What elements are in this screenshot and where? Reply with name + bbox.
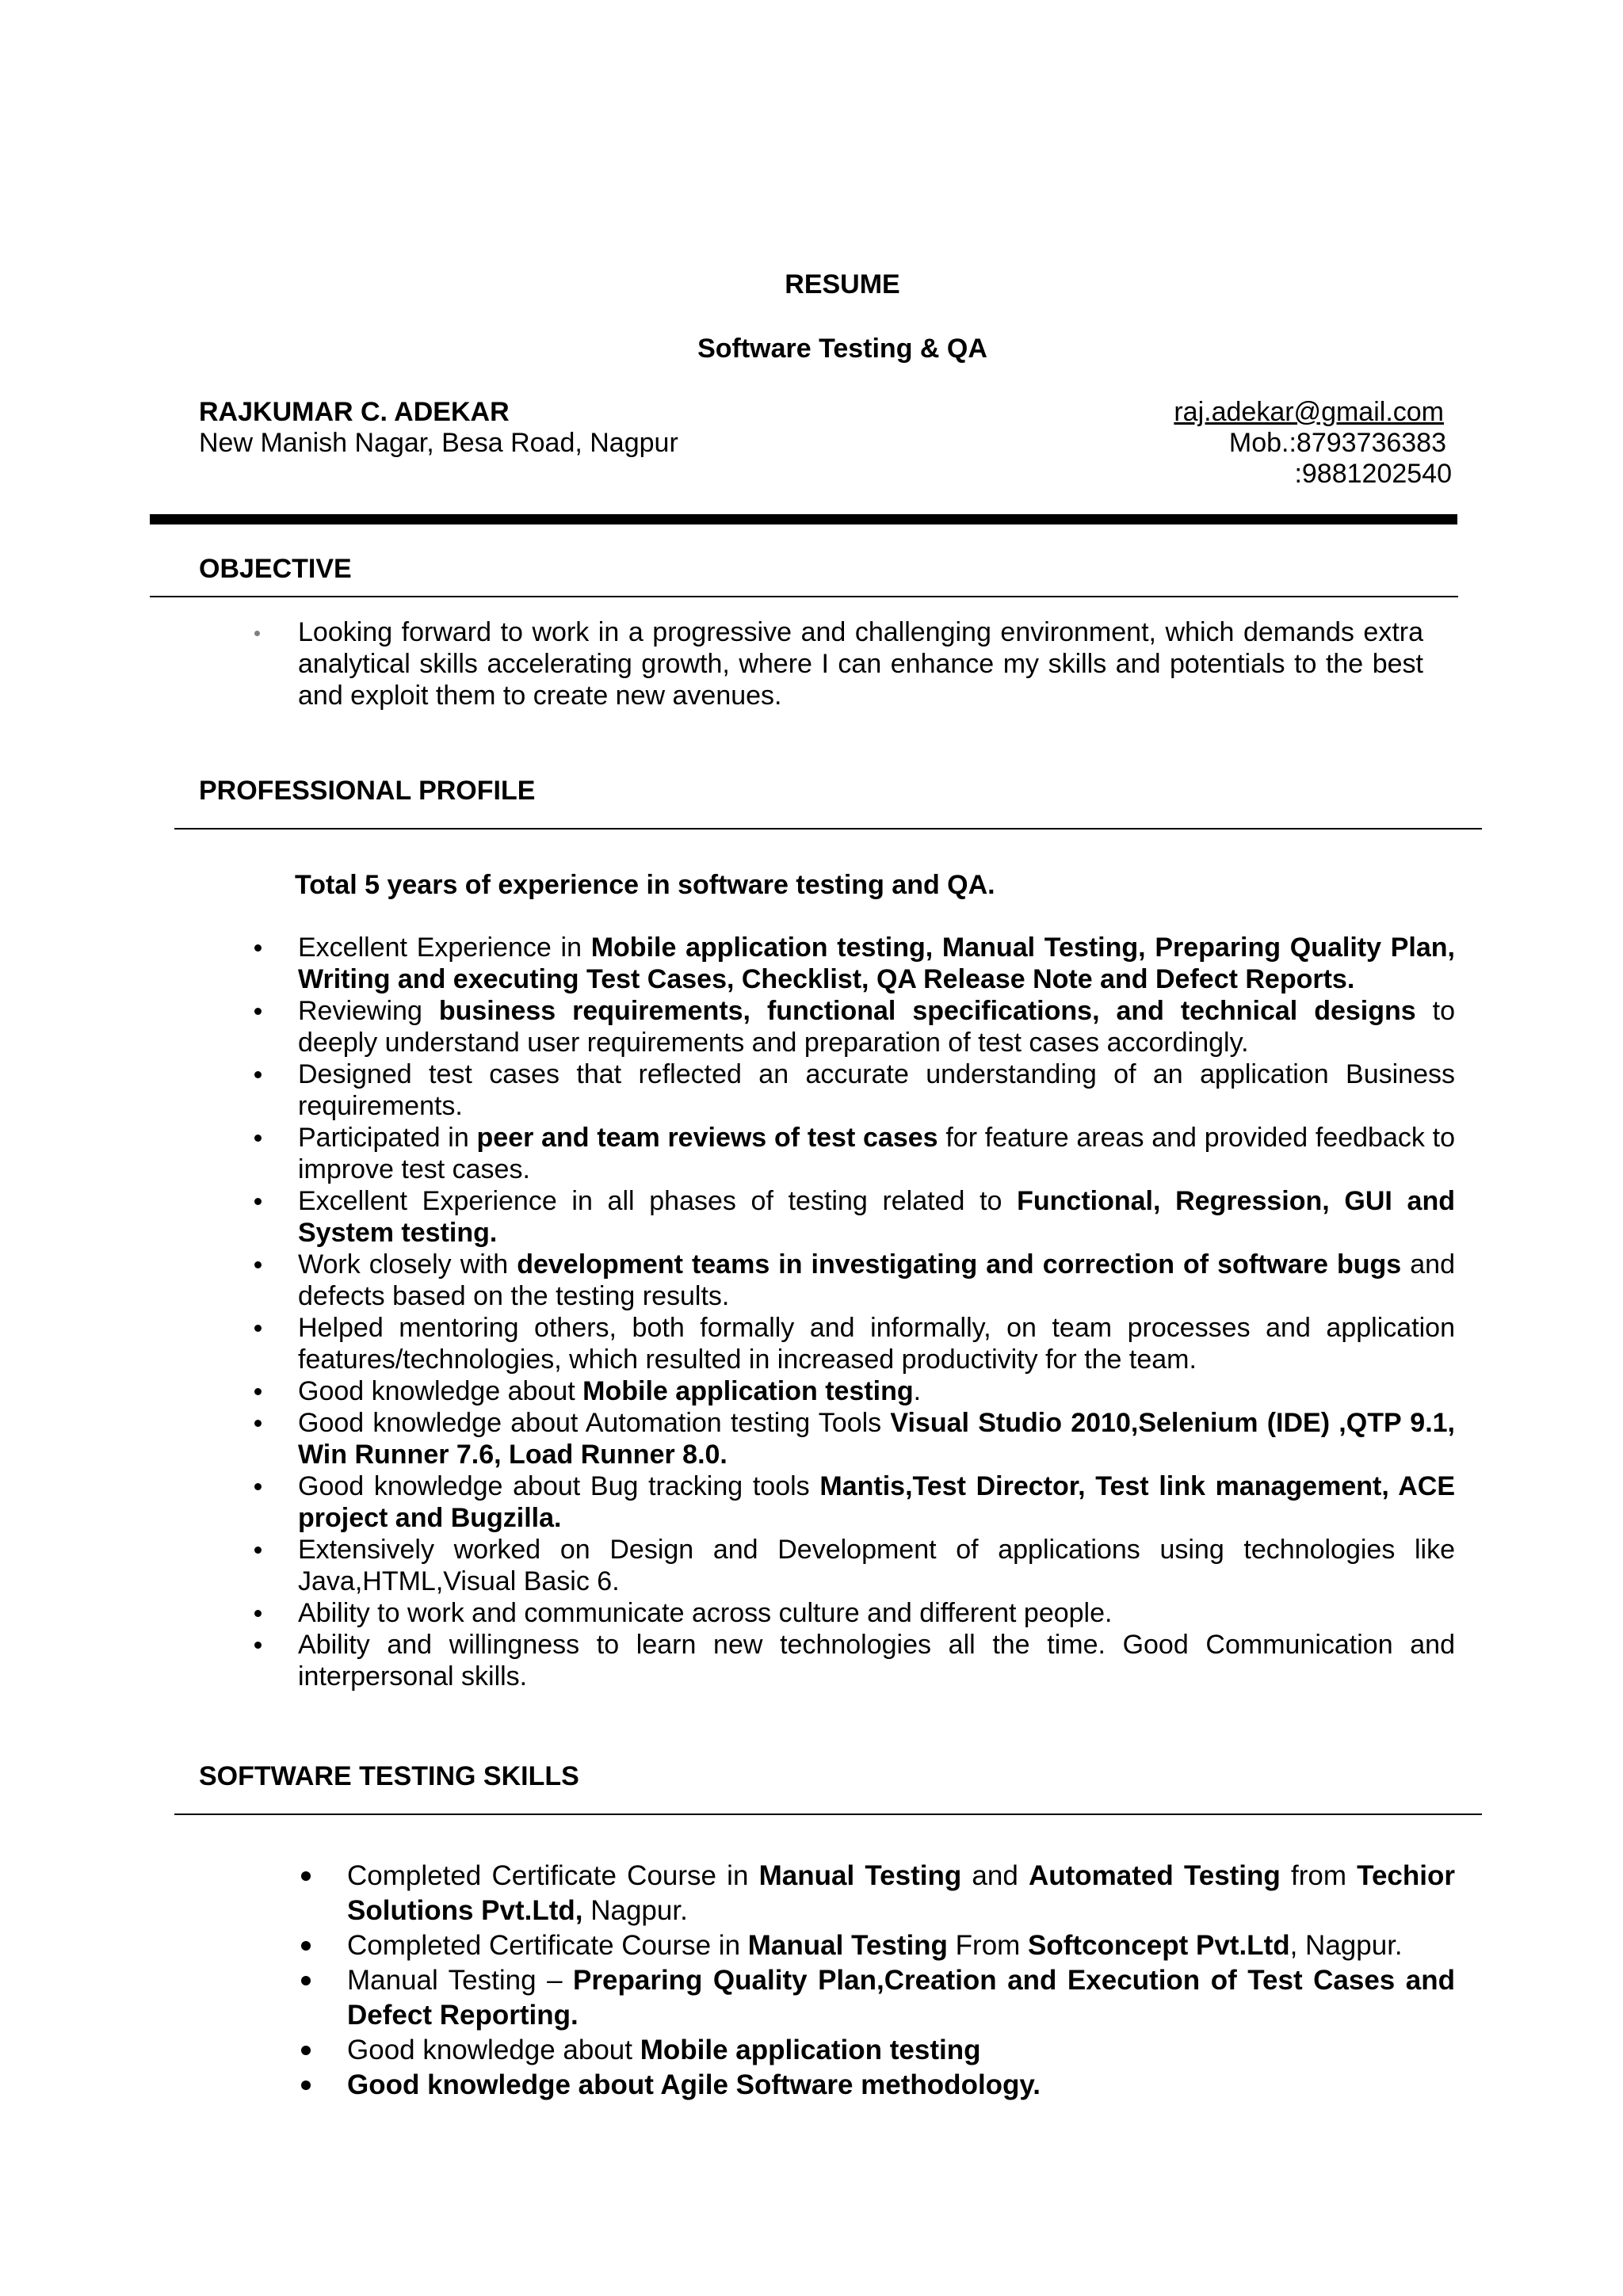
profile-divider [174,828,1482,830]
profile-summary: Total 5 years of experience in software testing and QA. [295,870,995,900]
bold-text: peer and team reviews of test cases [476,1123,938,1153]
text-segment: to deeply understand user requirements and preparation of test cases accordingly. [298,996,1455,1058]
text-segment: Manual Testing – [347,1965,574,1996]
text-segment: . [913,1376,922,1406]
text-segment: Designed test cases that reflected an accurate understanding of an application Business requirements. [298,1059,1455,1121]
candidate-address: New Manish Nagar, Besa Road, Nagpur [199,428,678,458]
bold-text: Functional, Regression, GUI and System testing. [298,1186,1455,1248]
skills-list [347,1859,1455,2103]
bold-text: Preparing Quality Plan,Creation and Execution of Test Cases and Defect Reporting. [347,1965,1455,2031]
list-item [298,1249,1455,1312]
email-address[interactable] [1174,396,1444,428]
text-segment: Completed Certificate Course in [347,1860,759,1891]
list-item [298,1312,1455,1375]
list-item [298,1534,1455,1597]
text-segment: Ability to work and communicate across culture and different people. [298,1598,1113,1628]
text-segment: Good knowledge about [347,2035,640,2065]
list-item [347,1963,1455,2033]
bold-text: Mantis,Test Director, Test link management, ACE project and Bugzilla. [298,1471,1455,1533]
list-item [298,932,1455,995]
list-item [298,1470,1455,1534]
candidate-name: RAJKUMAR C. ADEKAR [199,397,510,427]
text-segment: Excellent Experience in [298,933,591,963]
objective-divider [150,596,1458,597]
list-item [298,1185,1455,1249]
bold-text: Mobile application testing [582,1376,914,1406]
text-segment: Work closely with [298,1249,517,1280]
text-segment: Nagpur. [582,1895,688,1926]
text-segment: Excellent Experience in all phases of testing related to [298,1186,1018,1216]
skills-divider [174,1814,1482,1815]
list-item [347,1859,1455,1928]
list-item [347,2033,1455,2068]
document-title: RESUME [785,269,900,299]
list-item [298,1407,1455,1470]
objective-heading: OBJECTIVE [199,554,352,584]
text-segment: Helped mentoring others, both formally and informally, on team processes and application features/technologies, which resulted in increased productivity for the team. [298,1313,1455,1375]
bold-text: Manual Testing [747,1930,948,1961]
bold-text: Softconcept Pvt.Ltd [1028,1930,1290,1961]
objective-list [298,616,1423,711]
text-segment: from [1280,1860,1358,1891]
text-segment: Completed Certificate Course in [347,1930,748,1961]
bold-text: Mobile application testing [640,2035,981,2065]
document-subtitle: Software Testing & QA [697,334,987,364]
text-segment: Reviewing [298,996,439,1026]
email-link[interactable]: raj.adekar@gmail.com [1174,397,1444,427]
text-segment: Participated in [298,1123,477,1153]
bold-text: Manual Testing [758,1860,962,1891]
bold-text: Good knowledge about Agile Software methodology. [347,2069,1041,2100]
mobile-number-alt: :9881202540 [1294,459,1452,489]
header-divider [150,514,1457,524]
text-segment: Looking forward to work in a progressive and challenging environment, which demands extra analytical skills accelerating growth, where I can enhance my skills and potentials to the best and exploit them to create new avenues. [298,617,1423,711]
profile-heading: PROFESSIONAL PROFILE [199,776,536,806]
text-segment: Good knowledge about [298,1376,583,1406]
profile-list [298,932,1455,1692]
mobile-number: Mob.:8793736383 [1228,428,1446,458]
bold-text: business requirements, functional specifications, and technical designs [438,996,1416,1026]
list-item [298,995,1455,1058]
text-segment: Ability and willingness to learn new technologies all the time. Good Communication and interpersonal skills. [298,1630,1455,1691]
text-segment: for feature areas and provided feedback to improve test cases. [298,1123,1455,1184]
list-item [347,2068,1455,2103]
list-item [298,1629,1455,1692]
bold-text: development teams in investigating and correction of software bugs [517,1249,1402,1280]
bold-text: Techior Solutions Pvt.Ltd, [347,1860,1455,1926]
text-segment: , Nagpur. [1289,1930,1403,1961]
list-item [298,616,1423,711]
list-item [298,1597,1455,1629]
text-segment: From [947,1930,1029,1961]
text-segment: Good knowledge about Automation testing Tools [298,1408,891,1438]
list-item [298,1122,1455,1185]
text-segment: and [961,1860,1029,1891]
list-item [298,1058,1455,1122]
bold-text: Mobile application testing, Manual Testing, Preparing Quality Plan, Writing and executing Test Cases, Checklist, QA Release Note and Defect Reports. [298,933,1455,994]
text-segment: Extensively worked on Design and Development of applications using technologies like Java,HTML,Visual Basic 6. [298,1535,1455,1596]
bold-text: Visual Studio 2010,Selenium (IDE) ,QTP 9.1, Win Runner 7.6, Load Runner 8.0. [298,1408,1456,1470]
list-item [298,1375,1455,1407]
skills-heading: SOFTWARE TESTING SKILLS [199,1761,579,1791]
list-item [347,1928,1455,1963]
bold-text: Automated Testing [1028,1860,1281,1891]
text-segment: and defects based on the testing results. [298,1249,1455,1311]
text-segment: Good knowledge about Bug tracking tools [298,1471,820,1501]
